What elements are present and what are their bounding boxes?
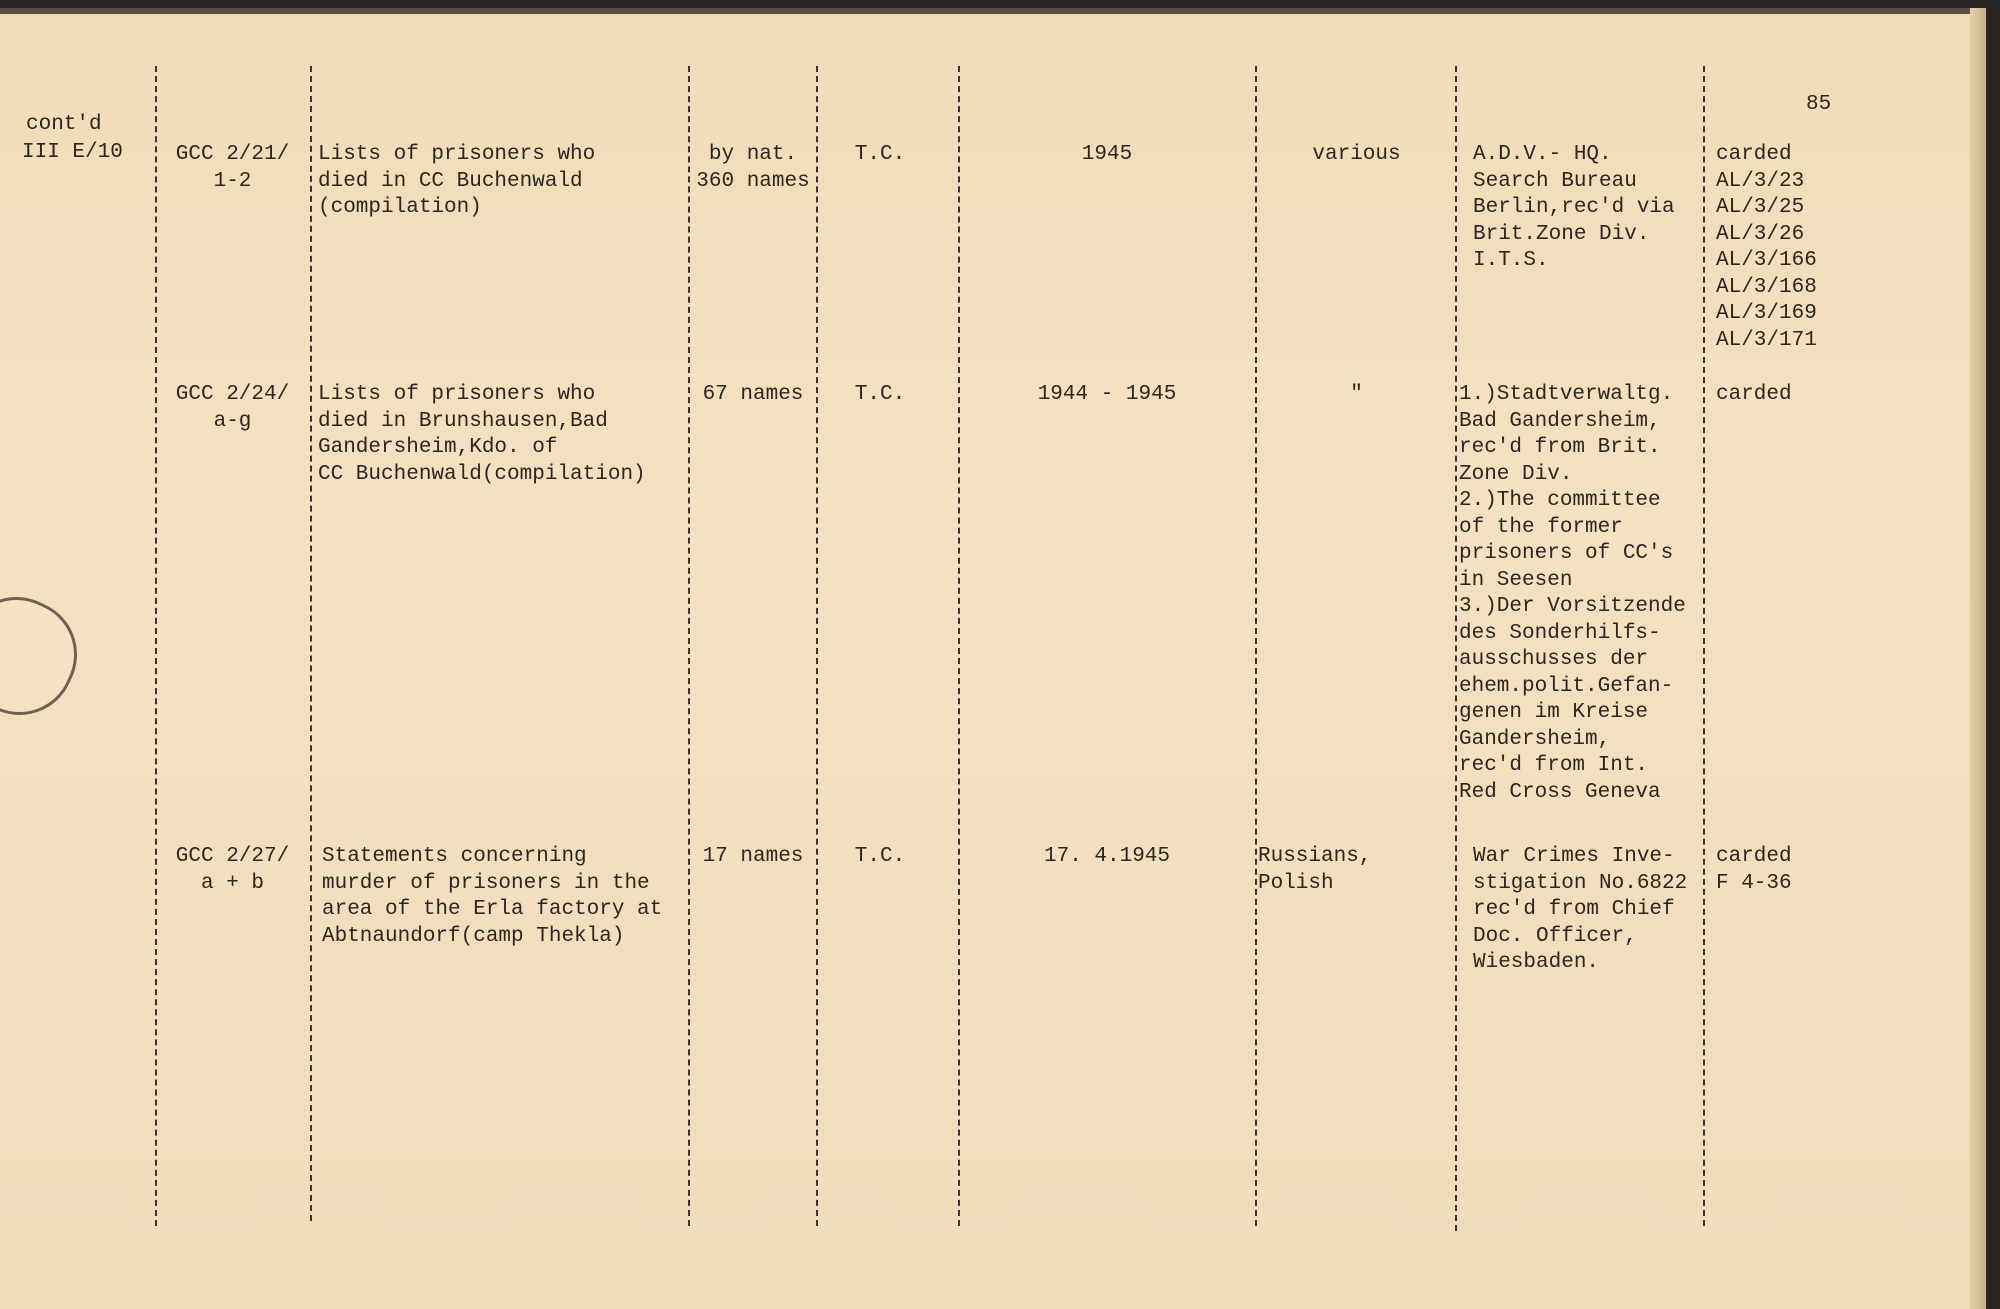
nationality: ": [1350, 383, 1363, 406]
page-number: 85: [1806, 93, 1832, 116]
ref-number: GCC 2/27/ a + b: [175, 845, 290, 895]
card-status: carded: [1716, 383, 1792, 406]
column-rule: [688, 66, 690, 1226]
quantity: 17 names: [702, 845, 804, 868]
source: 1.)Stadtverwaltg. Bad Gandersheim, rec'd from Brit. Zone Div. 2.)The committee of the former prisoners of CC's in Seesen 3.)Der Vorsitzende des Sonderhilfs- ausschusses der ehem.polit.Gefan- genen im Kreise Gandersheim, rec'd from Int. Red Cross Geneva: [1459, 383, 1686, 804]
column-rule: [1703, 66, 1705, 1226]
ref-number: GCC 2/21/ 1-2: [175, 143, 290, 193]
ref-number: GCC 2/24/ a-g: [175, 383, 290, 433]
source: A.D.V.- HQ. Search Bureau Berlin,rec'd via Brit.Zone Div. I.T.S.: [1473, 143, 1675, 272]
index-tab: [0, 579, 95, 733]
record-type: T.C.: [854, 845, 906, 868]
quantity: by nat. 360 names: [696, 143, 810, 193]
date: 1944 - 1945: [1037, 383, 1177, 406]
nationality: Russians, Polish: [1258, 845, 1372, 895]
column-rule: [310, 66, 312, 1221]
record-type: T.C.: [854, 143, 906, 166]
card-status: carded F 4-36: [1716, 845, 1792, 895]
description: Lists of prisoners who died in CC Buchenwald (compilation): [318, 143, 596, 219]
date: 1945: [1081, 143, 1133, 166]
record-type: T.C.: [854, 383, 906, 406]
column-rule: [1255, 66, 1257, 1226]
source: War Crimes Inve- stigation No.6822 rec'd from Chief Doc. Officer, Wiesbaden.: [1473, 845, 1688, 974]
top-edge: [0, 8, 1986, 14]
column-rule: [155, 66, 157, 1226]
column-rule: [958, 66, 960, 1226]
description: Lists of prisoners who died in Brunshausen,Bad Gandersheim,Kdo. of CC Buchenwald(compilation): [318, 383, 646, 486]
nationality: various: [1312, 143, 1401, 166]
quantity: 67 names: [702, 383, 804, 406]
date: 17. 4.1945: [1043, 845, 1171, 868]
description: Statements concerning murder of prisoners in the area of the Erla factory at Abtnaundorf(camp Thekla): [322, 845, 663, 948]
section-code: III E/10: [22, 141, 123, 164]
contd-label: cont'd: [26, 113, 102, 136]
index-card-page: [0, 8, 1986, 1309]
card-status: carded AL/3/23 AL/3/25 AL/3/26 AL/3/166 AL/3/168 AL/3/169 AL/3/171: [1716, 143, 1817, 352]
column-rule: [816, 66, 818, 1226]
column-rule: [1455, 66, 1457, 1231]
page-edge: [1970, 8, 1986, 1309]
